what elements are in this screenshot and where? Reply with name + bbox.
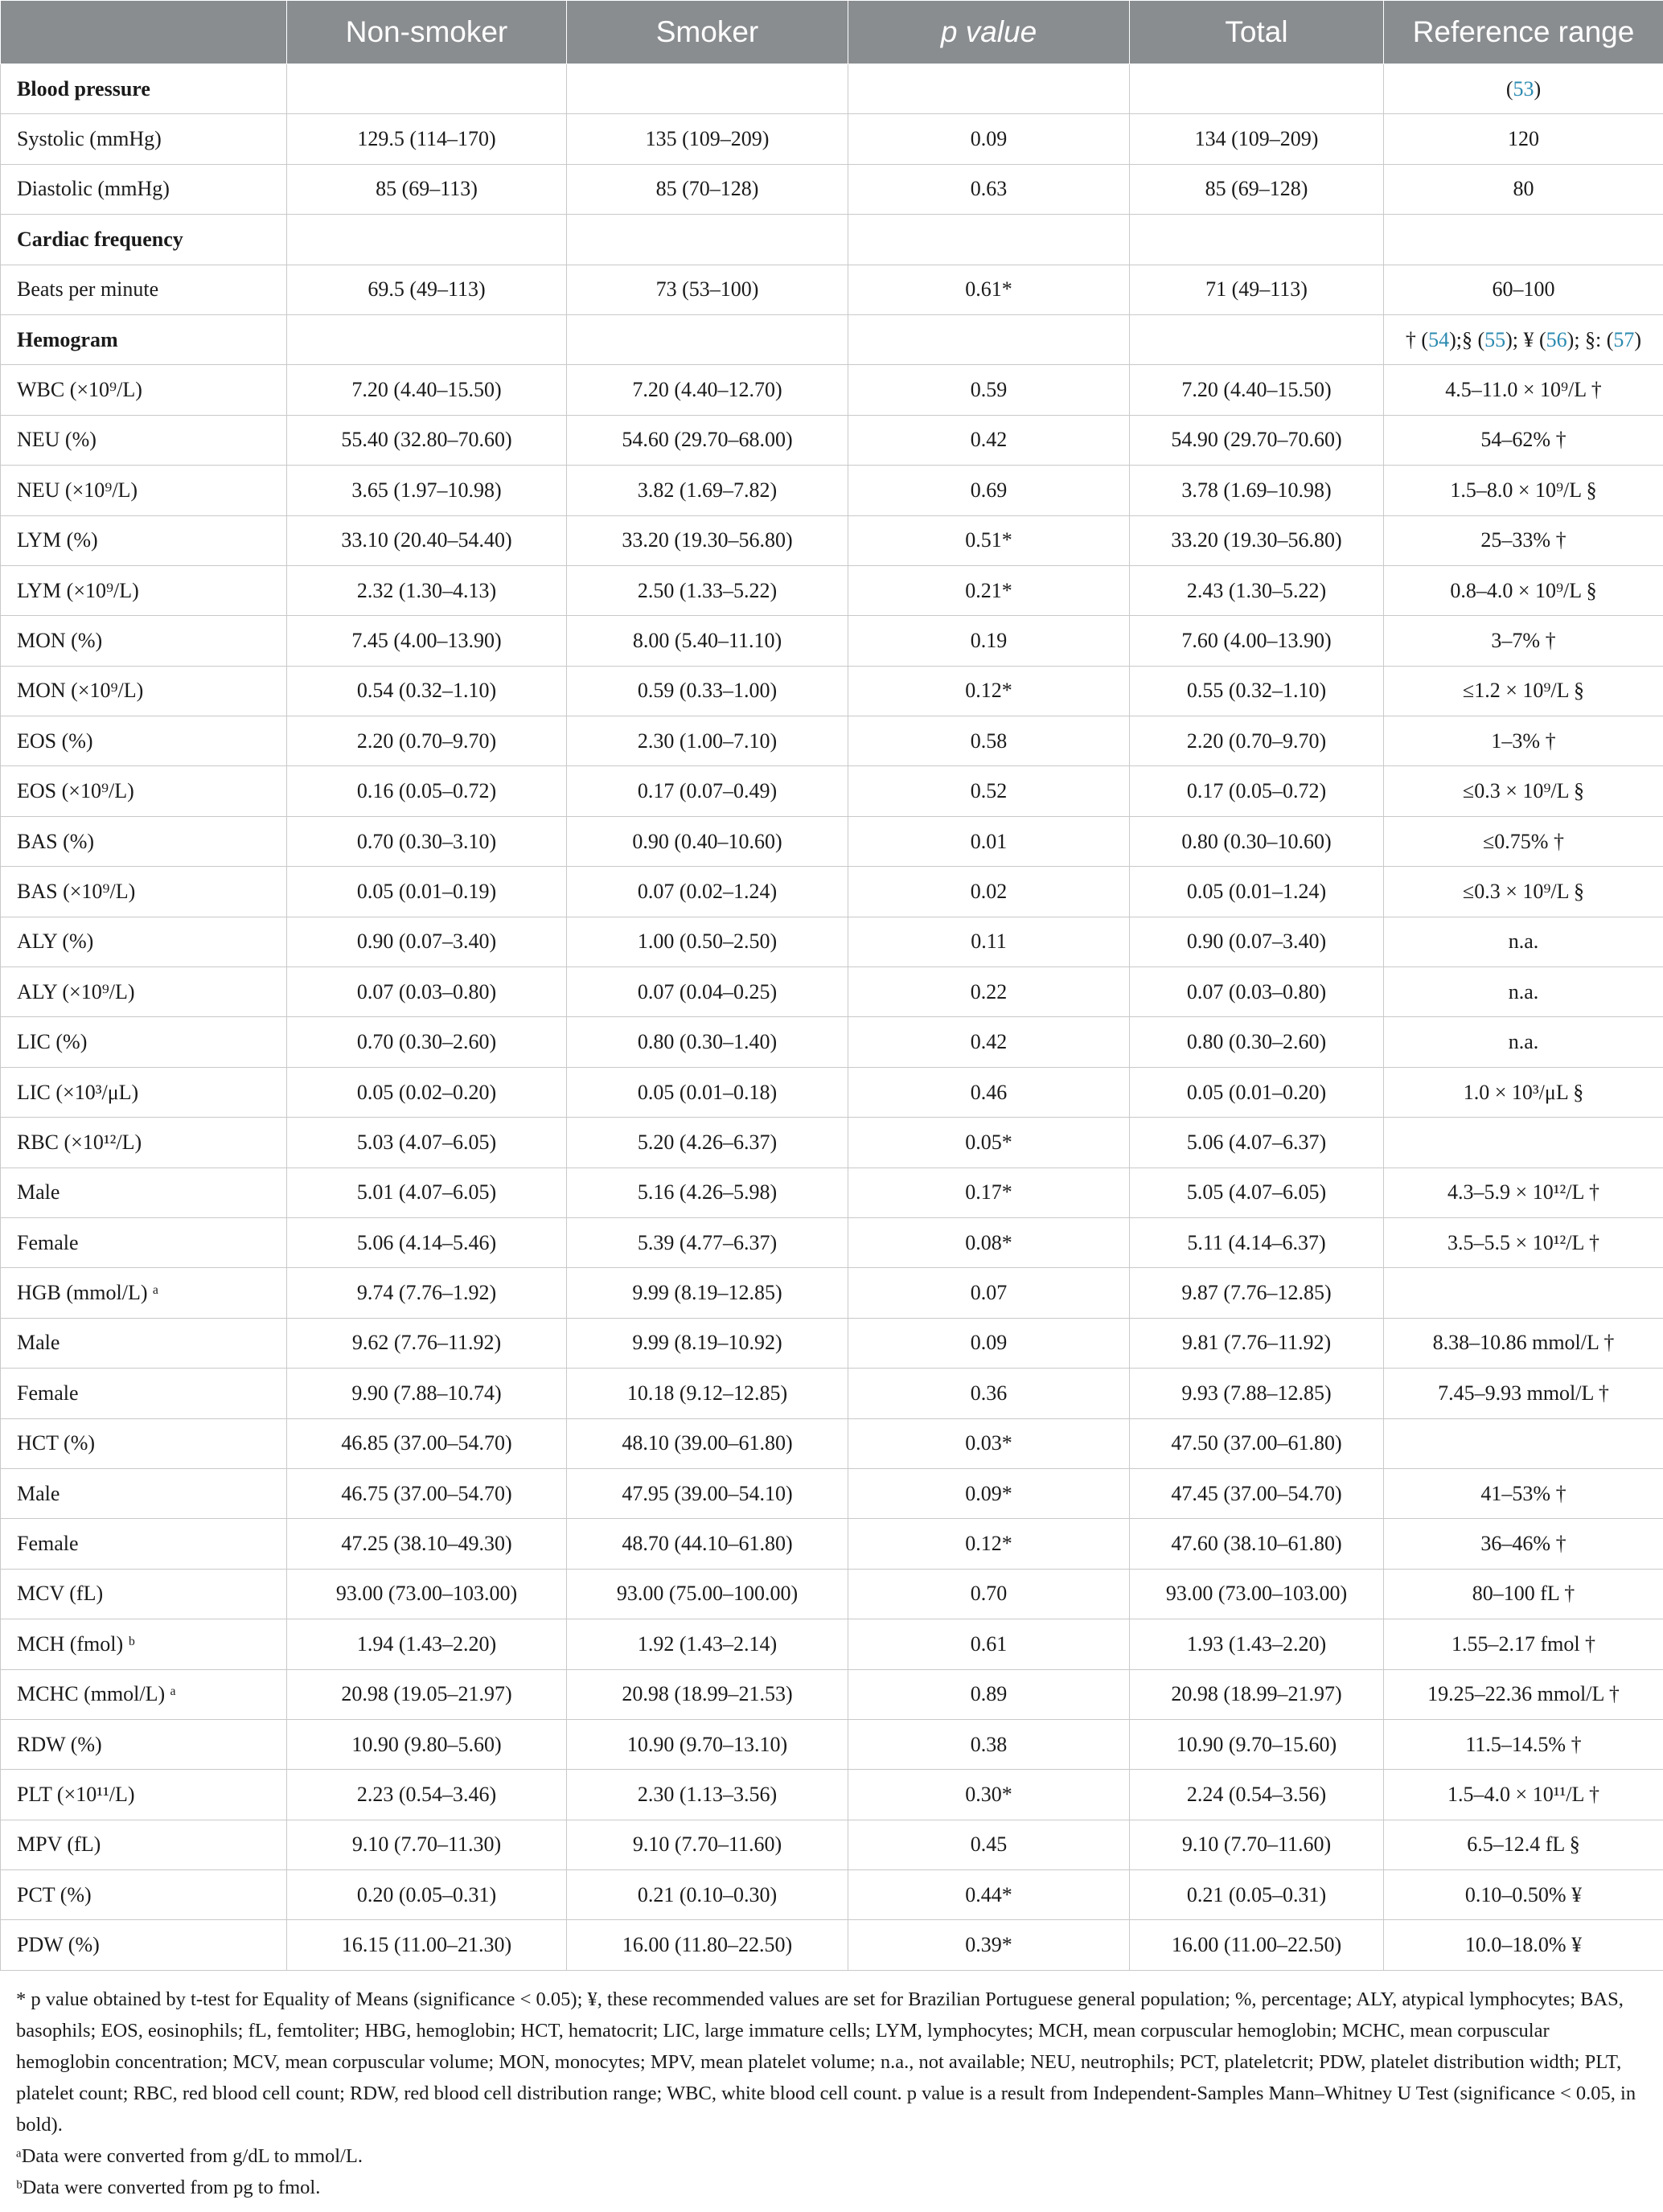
cell-label: ALY (×10⁹/L) — [1, 967, 287, 1017]
cell-p-value: 0.09* — [848, 1468, 1130, 1518]
cell-smoker: 93.00 (75.00–100.00) — [567, 1569, 848, 1619]
cell-total: 9.87 (7.76–12.85) — [1130, 1268, 1384, 1318]
cell-reference: 41–53% † — [1384, 1468, 1663, 1518]
cell-total: 0.05 (0.01–0.20) — [1130, 1067, 1384, 1117]
cell-non-smoker: 3.65 (1.97–10.98) — [287, 466, 567, 515]
cell-label: RBC (×10¹²/L) — [1, 1118, 287, 1168]
cell-p-value: 0.36 — [848, 1369, 1130, 1418]
cell-reference: ≤0.75% † — [1384, 816, 1663, 866]
cell-smoker: 8.00 (5.40–11.10) — [567, 616, 848, 666]
cell-label: LIC (×10³/μL) — [1, 1067, 287, 1117]
cell-reference: 54–62% † — [1384, 415, 1663, 465]
cell-total: 5.11 (4.14–6.37) — [1130, 1217, 1384, 1267]
cell-total: 0.80 (0.30–2.60) — [1130, 1017, 1384, 1067]
cell-non-smoker: 2.23 (0.54–3.46) — [287, 1770, 567, 1820]
cell-p-value: 0.51* — [848, 515, 1130, 565]
citation-link[interactable]: 56 — [1546, 327, 1567, 351]
cell-total: 0.21 (0.05–0.31) — [1130, 1870, 1384, 1920]
cell-non-smoker: 5.01 (4.07–6.05) — [287, 1168, 567, 1217]
cell-reference — [1384, 1118, 1663, 1168]
cell-label: Male — [1, 1468, 287, 1518]
cell-reference: 6.5–12.4 fL § — [1384, 1820, 1663, 1869]
table-row — [1, 1468, 1663, 1518]
cell-label: Male — [1, 1168, 287, 1217]
table-row — [1, 1168, 1663, 1217]
cell-total: 54.90 (29.70–70.60) — [1130, 415, 1384, 465]
cell-p-value: 0.30* — [848, 1770, 1130, 1820]
table-row — [1, 1569, 1663, 1619]
cell-non-smoker: 0.70 (0.30–2.60) — [287, 1017, 567, 1067]
cell-smoker: 9.99 (8.19–12.85) — [567, 1268, 848, 1318]
cell-smoker: 16.00 (11.80–22.50) — [567, 1920, 848, 1970]
table-row — [1, 1017, 1663, 1067]
cell-non-smoker: 7.45 (4.00–13.90) — [287, 616, 567, 666]
cell-non-smoker: 33.10 (20.40–54.40) — [287, 515, 567, 565]
table-row — [1, 666, 1663, 716]
table-row — [1, 1870, 1663, 1920]
cell-smoker: 54.60 (29.70–68.00) — [567, 415, 848, 465]
cell-p-value: 0.39* — [848, 1920, 1130, 1970]
cell-smoker: 0.07 (0.04–0.25) — [567, 967, 848, 1017]
table-body — [1, 64, 1663, 1971]
cell-label: MON (×10⁹/L) — [1, 666, 287, 716]
cell-reference: 1.5–8.0 × 10⁹/L § — [1384, 466, 1663, 515]
cell-non-smoker: 2.32 (1.30–4.13) — [287, 565, 567, 615]
cell-reference: 0.8–4.0 × 10⁹/L § — [1384, 565, 1663, 615]
cell-smoker: 48.10 (39.00–61.80) — [567, 1418, 848, 1468]
cell-label: BAS (%) — [1, 816, 287, 866]
cell-p-value: 0.89 — [848, 1669, 1130, 1719]
cell-total: 7.60 (4.00–13.90) — [1130, 616, 1384, 666]
cell-total: 9.10 (7.70–11.60) — [1130, 1820, 1384, 1869]
header-non-smoker: Non-smoker — [287, 1, 567, 64]
section-row — [1, 314, 1663, 364]
cell-total: 47.60 (38.10–61.80) — [1130, 1519, 1384, 1569]
cell-p-value: 0.12* — [848, 1519, 1130, 1569]
table-row — [1, 1268, 1663, 1318]
cell-non-smoker: 0.05 (0.01–0.19) — [287, 867, 567, 917]
cell-label: Male — [1, 1318, 287, 1368]
cell-smoker: 7.20 (4.40–12.70) — [567, 365, 848, 415]
cell-label: Female — [1, 1369, 287, 1418]
cell-p-value: 0.21* — [848, 565, 1130, 615]
cell-total: 2.43 (1.30–5.22) — [1130, 565, 1384, 615]
cell-reference: (53) — [1384, 64, 1663, 114]
cell-p-value: 0.02 — [848, 867, 1130, 917]
cell-label: Cardiac frequency — [1, 215, 287, 265]
table-row — [1, 1217, 1663, 1267]
cell-smoker: 5.20 (4.26–6.37) — [567, 1118, 848, 1168]
cell-smoker: 0.17 (0.07–0.49) — [567, 766, 848, 816]
cell-label: HGB (mmol/L) ᵃ — [1, 1268, 287, 1318]
cell-p-value: 0.58 — [848, 716, 1130, 766]
cell-total: 2.20 (0.70–9.70) — [1130, 716, 1384, 766]
cell-total: 0.55 (0.32–1.10) — [1130, 666, 1384, 716]
table-row — [1, 1770, 1663, 1820]
cell-reference: 4.5–11.0 × 10⁹/L † — [1384, 365, 1663, 415]
cell-label: PLT (×10¹¹/L) — [1, 1770, 287, 1820]
citation-link[interactable]: 54 — [1428, 327, 1450, 351]
cell-p-value: 0.01 — [848, 816, 1130, 866]
cell-non-smoker: 0.90 (0.07–3.40) — [287, 917, 567, 966]
table-row — [1, 917, 1663, 966]
cell-label: MCHC (mmol/L) ᵃ — [1, 1669, 287, 1719]
cell-total: 3.78 (1.69–10.98) — [1130, 466, 1384, 515]
cell-smoker: 1.00 (0.50–2.50) — [567, 917, 848, 966]
cell-p-value: 0.22 — [848, 967, 1130, 1017]
cell-p-value: 0.45 — [848, 1820, 1130, 1869]
cell-label: MCV (fL) — [1, 1569, 287, 1619]
cell-p-value: 0.46 — [848, 1067, 1130, 1117]
cell-non-smoker: 7.20 (4.40–15.50) — [287, 365, 567, 415]
cell-total: 9.93 (7.88–12.85) — [1130, 1369, 1384, 1418]
cell-reference: n.a. — [1384, 1017, 1663, 1067]
cell-p-value: 0.42 — [848, 415, 1130, 465]
cell-total: 0.17 (0.05–0.72) — [1130, 766, 1384, 816]
cell-p-value: 0.19 — [848, 616, 1130, 666]
section-row — [1, 64, 1663, 114]
cell-smoker: 48.70 (44.10–61.80) — [567, 1519, 848, 1569]
cell-p-value: 0.69 — [848, 466, 1130, 515]
cell-p-value: 0.52 — [848, 766, 1130, 816]
cell-non-smoker: 2.20 (0.70–9.70) — [287, 716, 567, 766]
header-reference-range: Reference range — [1384, 1, 1663, 64]
cell-p-value: 0.12* — [848, 666, 1130, 716]
cell-reference — [1384, 1418, 1663, 1468]
cell-smoker: 2.30 (1.13–3.56) — [567, 1770, 848, 1820]
cell-label: BAS (×10⁹/L) — [1, 867, 287, 917]
cell-label: LYM (×10⁹/L) — [1, 565, 287, 615]
cell-reference: 3–7% † — [1384, 616, 1663, 666]
cell-p-value — [848, 215, 1130, 265]
cell-smoker: 85 (70–128) — [567, 164, 848, 214]
cell-smoker: 135 (109–209) — [567, 114, 848, 164]
cell-reference: 80–100 fL † — [1384, 1569, 1663, 1619]
table-row — [1, 1669, 1663, 1719]
cell-non-smoker: 1.94 (1.43–2.20) — [287, 1619, 567, 1669]
cell-label: Female — [1, 1519, 287, 1569]
cell-p-value: 0.61* — [848, 265, 1130, 314]
cell-non-smoker: 20.98 (19.05–21.97) — [287, 1669, 567, 1719]
cell-total: 0.80 (0.30–10.60) — [1130, 816, 1384, 866]
cell-smoker: 9.99 (8.19–10.92) — [567, 1318, 848, 1368]
cell-smoker: 20.98 (18.99–21.53) — [567, 1669, 848, 1719]
cell-label: LIC (%) — [1, 1017, 287, 1067]
cell-non-smoker: 0.07 (0.03–0.80) — [287, 967, 567, 1017]
cell-smoker: 47.95 (39.00–54.10) — [567, 1468, 848, 1518]
cell-reference: ≤1.2 × 10⁹/L § — [1384, 666, 1663, 716]
cell-non-smoker: 9.10 (7.70–11.30) — [287, 1820, 567, 1869]
cell-smoker: 0.80 (0.30–1.40) — [567, 1017, 848, 1067]
cell-reference: 1.0 × 10³/μL § — [1384, 1067, 1663, 1117]
table-row — [1, 616, 1663, 666]
table-row — [1, 265, 1663, 314]
cell-total: 71 (49–113) — [1130, 265, 1384, 314]
cell-non-smoker: 16.15 (11.00–21.30) — [287, 1920, 567, 1970]
cell-smoker: 0.21 (0.10–0.30) — [567, 1870, 848, 1920]
cell-smoker: 0.05 (0.01–0.18) — [567, 1067, 848, 1117]
cell-smoker — [567, 215, 848, 265]
cell-reference: n.a. — [1384, 917, 1663, 966]
table-row — [1, 867, 1663, 917]
footnote-a: ᵃData were converted from g/dL to mmol/L. — [16, 2144, 363, 2167]
table-row — [1, 716, 1663, 766]
cell-reference: ≤0.3 × 10⁹/L § — [1384, 867, 1663, 917]
cell-total: 7.20 (4.40–15.50) — [1130, 365, 1384, 415]
cell-non-smoker: 0.20 (0.05–0.31) — [287, 1870, 567, 1920]
cell-reference: 25–33% † — [1384, 515, 1663, 565]
cell-reference — [1384, 215, 1663, 265]
cell-non-smoker: 55.40 (32.80–70.60) — [287, 415, 567, 465]
table-row — [1, 1369, 1663, 1418]
cell-p-value: 0.05* — [848, 1118, 1130, 1168]
footnote-main: * p value obtained by t-test for Equality of Means (significance < 0.05); ¥, these recommended values are set for Brazilian Portuguese general population; %, percentage; ALY, atypical lymphocytes; BAS, basophils; EOS, eosinophils; fL, femtoliter; HBG, hemoglobin; HCT, hematocrit; LIC, large immature cells; LYM, lymphocytes; MCH, mean corpuscular hemoglobin; MCHC, mean corpuscular hemoglobin concentration; MCV, mean corpuscular volume; MON, monocytes; MPV, mean platelet volume; n.a., not available; NEU, neutrophils; PCT, plateletcrit; PDW, platelet distribution width; PLT, platelet count; RBC, red blood cell count; RDW, red blood cell distribution range; WBC, white blood cell count. p value is a result from Independent-Samples Mann–Whitney U Test (significance < 0.05, in bold). — [16, 1988, 1636, 2136]
table-row — [1, 565, 1663, 615]
cell-non-smoker: 93.00 (73.00–103.00) — [287, 1569, 567, 1619]
table-row — [1, 114, 1663, 164]
cell-p-value: 0.09 — [848, 114, 1130, 164]
table-row — [1, 1118, 1663, 1168]
cell-label: WBC (×10⁹/L) — [1, 365, 287, 415]
citation-link[interactable]: 55 — [1484, 327, 1506, 351]
cell-reference: 36–46% † — [1384, 1519, 1663, 1569]
footnote-b: ᵇData were converted from pg to fmol. — [16, 2176, 321, 2198]
cell-label: PDW (%) — [1, 1920, 287, 1970]
cell-smoker: 5.16 (4.26–5.98) — [567, 1168, 848, 1217]
cell-total: 47.45 (37.00–54.70) — [1130, 1468, 1384, 1518]
cell-non-smoker: 9.90 (7.88–10.74) — [287, 1369, 567, 1418]
cell-total — [1130, 64, 1384, 114]
cell-label: RDW (%) — [1, 1719, 287, 1769]
cell-non-smoker: 9.62 (7.76–11.92) — [287, 1318, 567, 1368]
cell-p-value: 0.42 — [848, 1017, 1130, 1067]
section-row — [1, 215, 1663, 265]
cell-p-value: 0.38 — [848, 1719, 1130, 1769]
cell-smoker: 2.50 (1.33–5.22) — [567, 565, 848, 615]
cell-label: MON (%) — [1, 616, 287, 666]
cell-smoker: 33.20 (19.30–56.80) — [567, 515, 848, 565]
cell-total — [1130, 215, 1384, 265]
cell-smoker: 0.07 (0.02–1.24) — [567, 867, 848, 917]
cell-reference: 0.10–0.50% ¥ — [1384, 1870, 1663, 1920]
header-empty — [1, 1, 287, 64]
cell-total: 1.93 (1.43–2.20) — [1130, 1619, 1384, 1669]
table-row — [1, 1519, 1663, 1569]
header-row — [1, 1, 1663, 64]
cell-smoker: 5.39 (4.77–6.37) — [567, 1217, 848, 1267]
cell-p-value: 0.59 — [848, 365, 1130, 415]
cell-label: MCH (fmol) ᵇ — [1, 1619, 287, 1669]
cell-reference — [1384, 1268, 1663, 1318]
cell-smoker: 10.18 (9.12–12.85) — [567, 1369, 848, 1418]
table-header — [1, 1, 1663, 64]
cell-smoker: 0.59 (0.33–1.00) — [567, 666, 848, 716]
table-row — [1, 1820, 1663, 1869]
cell-label: ALY (%) — [1, 917, 287, 966]
cell-non-smoker — [287, 215, 567, 265]
cell-p-value: 0.17* — [848, 1168, 1130, 1217]
cell-label: EOS (×10⁹/L) — [1, 766, 287, 816]
cell-smoker: 2.30 (1.00–7.10) — [567, 716, 848, 766]
cell-total: 2.24 (0.54–3.56) — [1130, 1770, 1384, 1820]
table-footnotes — [0, 1971, 1663, 2203]
cell-smoker: 73 (53–100) — [567, 265, 848, 314]
cell-smoker: 10.90 (9.70–13.10) — [567, 1719, 848, 1769]
cell-p-value: 0.07 — [848, 1268, 1130, 1318]
cell-non-smoker: 129.5 (114–170) — [287, 114, 567, 164]
cell-total: 5.06 (4.07–6.37) — [1130, 1118, 1384, 1168]
cell-total: 9.81 (7.76–11.92) — [1130, 1318, 1384, 1368]
cell-smoker — [567, 64, 848, 114]
table-row — [1, 1920, 1663, 1970]
cell-reference: 19.25–22.36 mmol/L † — [1384, 1669, 1663, 1719]
table-row — [1, 816, 1663, 866]
cell-smoker: 9.10 (7.70–11.60) — [567, 1820, 848, 1869]
cell-p-value: 0.70 — [848, 1569, 1130, 1619]
cell-label: Beats per minute — [1, 265, 287, 314]
cell-reference: 4.3–5.9 × 10¹²/L † — [1384, 1168, 1663, 1217]
cell-p-value: 0.44* — [848, 1870, 1130, 1920]
table-row — [1, 466, 1663, 515]
cell-total: 0.05 (0.01–1.24) — [1130, 867, 1384, 917]
cell-total: 93.00 (73.00–103.00) — [1130, 1569, 1384, 1619]
cell-p-value: 0.61 — [848, 1619, 1130, 1669]
cell-non-smoker: 85 (69–113) — [287, 164, 567, 214]
cell-smoker: 3.82 (1.69–7.82) — [567, 466, 848, 515]
cell-label: EOS (%) — [1, 716, 287, 766]
cell-non-smoker: 69.5 (49–113) — [287, 265, 567, 314]
cell-non-smoker — [287, 314, 567, 364]
cell-reference: 60–100 — [1384, 265, 1663, 314]
cell-non-smoker: 46.75 (37.00–54.70) — [287, 1468, 567, 1518]
cell-p-value — [848, 314, 1130, 364]
cell-label: Blood pressure — [1, 64, 287, 114]
table-row — [1, 1619, 1663, 1669]
cell-p-value: 0.03* — [848, 1418, 1130, 1468]
cell-p-value — [848, 64, 1130, 114]
cell-total: 134 (109–209) — [1130, 114, 1384, 164]
cell-non-smoker: 0.70 (0.30–3.10) — [287, 816, 567, 866]
cell-non-smoker: 5.03 (4.07–6.05) — [287, 1118, 567, 1168]
cell-reference: † (54);§ (55); ¥ (56); §: (57) — [1384, 314, 1663, 364]
table-row — [1, 164, 1663, 214]
cell-total: 5.05 (4.07–6.05) — [1130, 1168, 1384, 1217]
cell-reference: 8.38–10.86 mmol/L † — [1384, 1318, 1663, 1368]
cell-label: NEU (×10⁹/L) — [1, 466, 287, 515]
table-row — [1, 365, 1663, 415]
cell-non-smoker — [287, 64, 567, 114]
p-italic: p value — [940, 15, 1037, 48]
cell-p-value: 0.08* — [848, 1217, 1130, 1267]
cell-reference: 11.5–14.5% † — [1384, 1719, 1663, 1769]
cell-non-smoker: 0.05 (0.02–0.20) — [287, 1067, 567, 1117]
table-row — [1, 415, 1663, 465]
cell-reference: 7.45–9.93 mmol/L † — [1384, 1369, 1663, 1418]
cell-label: Hemogram — [1, 314, 287, 364]
cell-non-smoker: 10.90 (9.80–5.60) — [287, 1719, 567, 1769]
cell-non-smoker: 47.25 (38.10–49.30) — [287, 1519, 567, 1569]
cell-p-value: 0.11 — [848, 917, 1130, 966]
cell-total: 10.90 (9.70–15.60) — [1130, 1719, 1384, 1769]
cell-total: 16.00 (11.00–22.50) — [1130, 1920, 1384, 1970]
cell-non-smoker: 5.06 (4.14–5.46) — [287, 1217, 567, 1267]
header-smoker: Smoker — [567, 1, 848, 64]
cell-total — [1130, 314, 1384, 364]
cell-label: Diastolic (mmHg) — [1, 164, 287, 214]
cell-total: 0.90 (0.07–3.40) — [1130, 917, 1384, 966]
cell-reference: 10.0–18.0% ¥ — [1384, 1920, 1663, 1970]
table-row — [1, 1067, 1663, 1117]
citation-link[interactable]: 57 — [1613, 327, 1635, 351]
cell-label: HCT (%) — [1, 1418, 287, 1468]
cell-smoker: 1.92 (1.43–2.14) — [567, 1619, 848, 1669]
cell-p-value: 0.09 — [848, 1318, 1130, 1368]
cell-label: LYM (%) — [1, 515, 287, 565]
cell-non-smoker: 0.16 (0.05–0.72) — [287, 766, 567, 816]
cell-label: MPV (fL) — [1, 1820, 287, 1869]
citation-link[interactable]: 53 — [1513, 76, 1534, 101]
table-row — [1, 1418, 1663, 1468]
cell-label: Female — [1, 1217, 287, 1267]
cell-smoker: 0.90 (0.40–10.60) — [567, 816, 848, 866]
cell-label: Systolic (mmHg) — [1, 114, 287, 164]
cell-total: 0.07 (0.03–0.80) — [1130, 967, 1384, 1017]
cell-reference: n.a. — [1384, 967, 1663, 1017]
cell-reference: ≤0.3 × 10⁹/L § — [1384, 766, 1663, 816]
table-row — [1, 967, 1663, 1017]
cell-reference: 80 — [1384, 164, 1663, 214]
table-row — [1, 1719, 1663, 1769]
header-p-value — [848, 1, 1130, 64]
cell-total: 47.50 (37.00–61.80) — [1130, 1418, 1384, 1468]
cell-total: 20.98 (18.99–21.97) — [1130, 1669, 1384, 1719]
cell-label: PCT (%) — [1, 1870, 287, 1920]
table-row — [1, 515, 1663, 565]
cell-label: NEU (%) — [1, 415, 287, 465]
cell-p-value: 0.63 — [848, 164, 1130, 214]
cell-total: 33.20 (19.30–56.80) — [1130, 515, 1384, 565]
cell-non-smoker: 0.54 (0.32–1.10) — [287, 666, 567, 716]
cell-non-smoker: 9.74 (7.76–1.92) — [287, 1268, 567, 1318]
table-row — [1, 766, 1663, 816]
cell-reference: 1.55–2.17 fmol † — [1384, 1619, 1663, 1669]
cell-non-smoker: 46.85 (37.00–54.70) — [287, 1418, 567, 1468]
header-total: Total — [1130, 1, 1384, 64]
cell-reference: 120 — [1384, 114, 1663, 164]
table-row — [1, 1318, 1663, 1368]
cell-reference: 3.5–5.5 × 10¹²/L † — [1384, 1217, 1663, 1267]
cell-smoker — [567, 314, 848, 364]
cell-reference: 1.5–4.0 × 10¹¹/L † — [1384, 1770, 1663, 1820]
cell-total: 85 (69–128) — [1130, 164, 1384, 214]
cell-reference: 1–3% † — [1384, 716, 1663, 766]
